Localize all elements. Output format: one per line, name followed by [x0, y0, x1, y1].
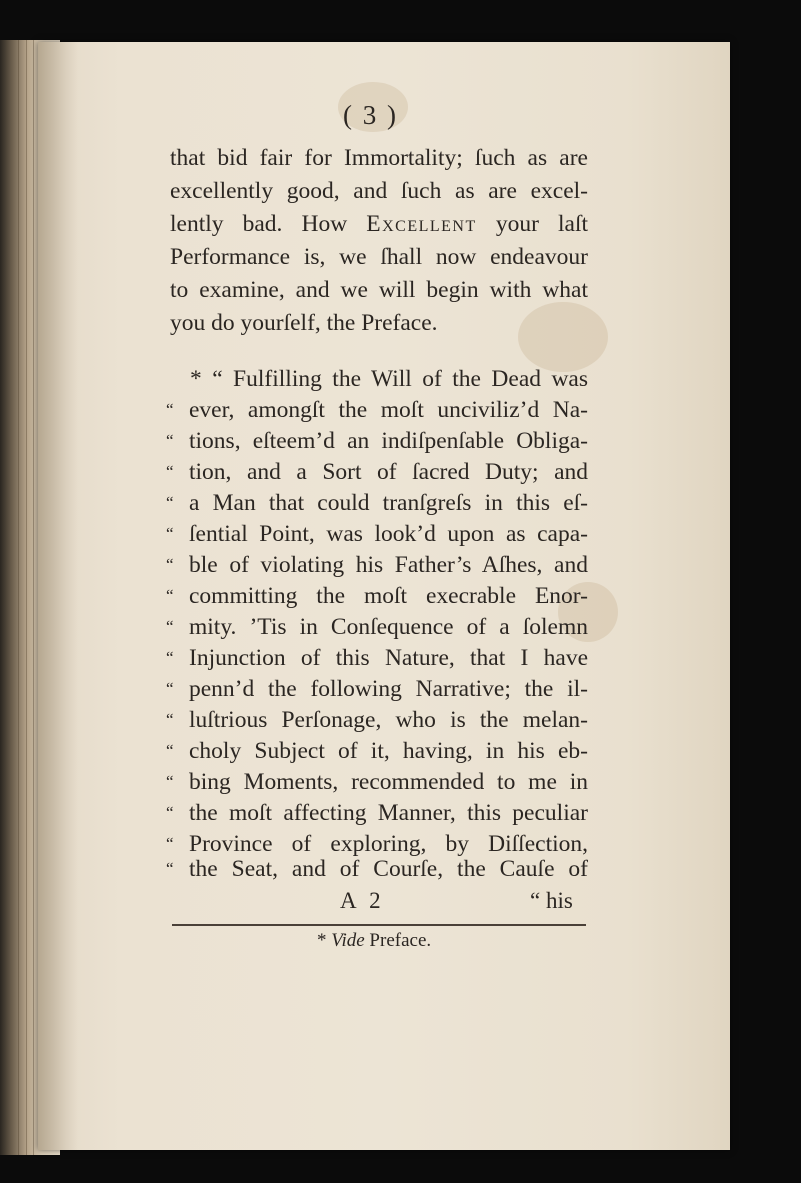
- quote-mark: “: [166, 400, 174, 419]
- quote-line: choly Subject of it, having, in his eb-: [189, 738, 588, 764]
- quote-line: luſtrious Perſonage, who is the melan-: [189, 707, 588, 733]
- text-smallcaps: Excellent: [366, 211, 477, 237]
- quote-mark: “: [166, 859, 174, 878]
- quote-mark: “: [166, 741, 174, 760]
- quote-mark: “: [166, 710, 174, 729]
- text-line: you do yourſelf, the Preface.: [170, 310, 438, 336]
- quote-first-line: * “ Fulfilling the Will of the Dead was: [190, 366, 588, 392]
- footnote-star: *: [317, 930, 327, 951]
- quote-mark: “: [166, 493, 174, 512]
- quote-line: bing Moments, recommended to me in: [189, 769, 588, 795]
- quote-line: the Seat, and of Courſe, the Cauſe of: [189, 856, 588, 882]
- quote-mark: “: [166, 555, 174, 574]
- footnote: [317, 930, 431, 952]
- text-run: lently bad. How: [170, 211, 348, 237]
- quote-line: Injunction of this Nature, that I have: [189, 645, 588, 671]
- text-line-mixed: [170, 209, 588, 239]
- footnote-rule: [172, 924, 586, 926]
- text-run: your laſt: [495, 211, 589, 237]
- page-number: ( 3 ): [343, 100, 398, 130]
- signature-mark: A 2: [340, 888, 385, 913]
- quote-mark: “: [166, 834, 174, 853]
- quote-mark: “: [166, 803, 174, 822]
- footnote-vide: Vide: [331, 930, 365, 951]
- quote-line: mity. ’Tis in Conſequence of a ſolemn: [189, 614, 588, 640]
- quote-line: tions, eſteem’d an indiſpenſable Obliga-: [189, 428, 588, 454]
- quote-mark: “: [166, 431, 174, 450]
- quote-line: tion, and a Sort of ſacred Duty; and: [189, 459, 588, 485]
- quote-mark: “: [166, 679, 174, 698]
- quote-line: Province of exploring, by Diſſection,: [189, 831, 588, 857]
- quote-line: the moſt affecting Manner, this peculiar: [189, 800, 588, 826]
- text-line: that bid fair for Immortality; ſuch as are: [170, 145, 588, 171]
- text-line: to examine, and we will begin with what: [170, 277, 588, 303]
- quote-mark: “: [166, 462, 174, 481]
- quote-line: ever, amongſt the moſt unciviliz’d Na-: [189, 397, 588, 423]
- quote-line: ſential Point, was look’d upon as capa-: [189, 521, 588, 547]
- quote-line: committing the moſt execrable Enor-: [189, 583, 588, 609]
- quote-line: ble of violating his Father’s Aſhes, and: [189, 552, 588, 578]
- catchword: “ his: [530, 888, 573, 913]
- text-line: Performance is, we ſhall now endeavour: [170, 244, 588, 270]
- text-line: excellently good, and ſuch as are excel-: [170, 178, 588, 204]
- quote-mark: “: [166, 586, 174, 605]
- quote-line: a Man that could tranſgreſs in this eſ-: [189, 490, 588, 516]
- quote-mark: “: [166, 617, 174, 636]
- quote-line: penn’d the following Narrative; the il-: [189, 676, 588, 702]
- quote-mark: “: [166, 772, 174, 791]
- quote-mark: “: [166, 648, 174, 667]
- quote-mark: “: [166, 524, 174, 543]
- page-gutter-shadow: [38, 42, 78, 1150]
- footnote-text: Preface.: [369, 930, 432, 951]
